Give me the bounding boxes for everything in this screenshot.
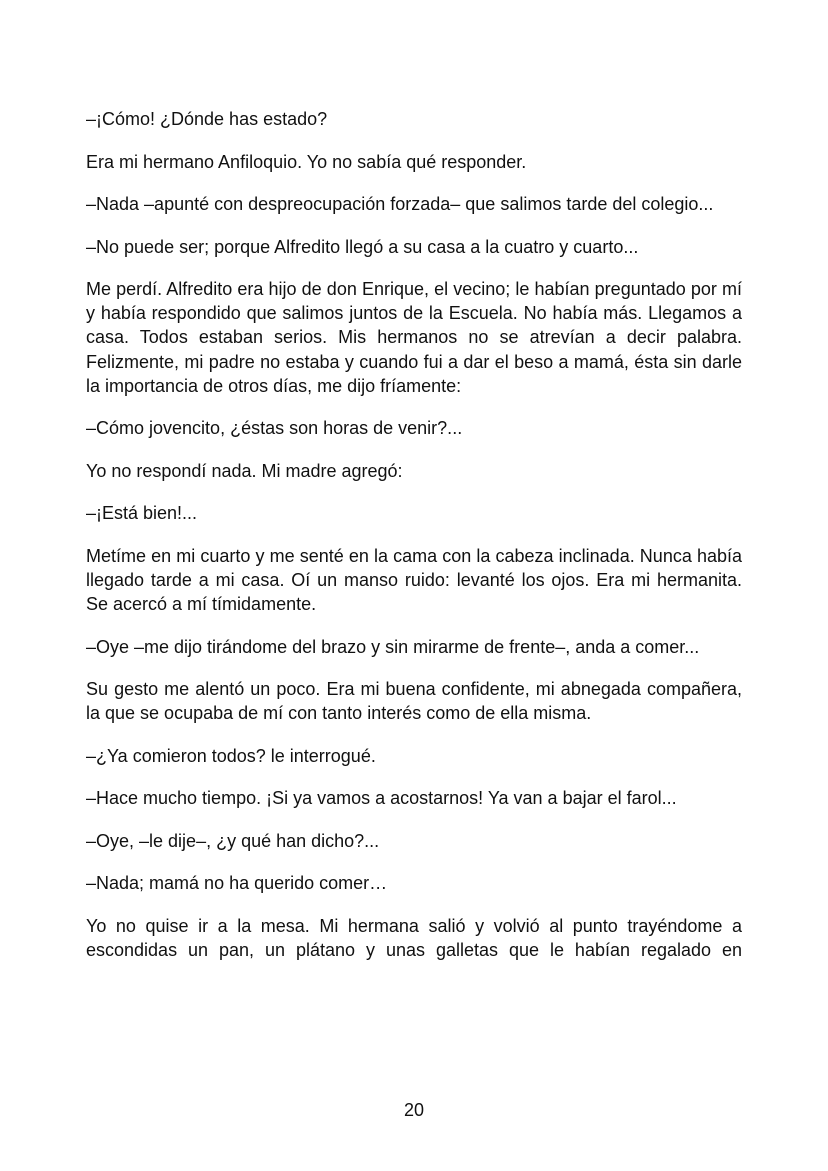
paragraph: Su gesto me alentó un poco. Era mi buena confidente, mi abnegada compañera, la que se ocupaba de mí con tanto interés como de ella misma. [86, 679, 742, 724]
paragraph: –Nada –apunté con despreocupación forzada– que salimos tarde del colegio... [86, 194, 714, 214]
paragraph: –¿Ya comieron todos? le interrogué. [86, 745, 376, 766]
page-number: 20 [403, 1100, 425, 1120]
paragraph: –No puede ser; porque Alfredito llegó a su casa a la cuatro y cuarto... [86, 236, 639, 257]
paragraph: –Oye –me dijo tirándome del brazo y sin mirarme de frente–, anda a comer... [86, 636, 700, 657]
paragraph: –Cómo jovencito, ¿éstas son horas de venir?... [86, 418, 463, 439]
paragraph: –¡Cómo! ¿Dónde has estado? [86, 109, 328, 129]
paragraph: Metíme en mi cuarto y me senté en la cama con la cabeza inclinada. Nunca había llegado tarde a mi casa. Oí un manso ruido: levanté los ojos. Era mi hermanita. Se acercó a mí tímidamente. [86, 545, 742, 615]
paragraph: –¡Está bien!... [86, 503, 198, 524]
paragraph: –Oye, –le dije–, ¿y qué han dicho?... [86, 830, 380, 851]
paragraph: –Hace mucho tiempo. ¡Si ya vamos a acostarnos! Ya van a bajar el farol... [86, 788, 677, 809]
page-body [86, 107, 742, 981]
paragraph: Era mi hermano Anfiloquio. Yo no sabía qué responder. [86, 151, 527, 172]
paragraph: Me perdí. Alfredito era hijo de don Enrique, el vecino; le habían preguntado por mí y había respondido que salimos juntos de la Escuela. No había más. Llegamos a casa. Todos estaban serios. Mis hermanos no se atrevían a decir palabra. Felizmente, mi padre no estaba y cuando fui a dar el beso a mamá, ésta sin darle la importancia de otros días, me dijo fríamente: [86, 279, 742, 396]
paragraph: Yo no respondí nada. Mi madre agregó: [86, 460, 403, 481]
paragraph: –Nada; mamá no ha querido comer… [86, 873, 388, 894]
paragraph: Yo no quise ir a la mesa. Mi hermana salió y volvió al punto trayéndome a escondidas un pan, un plátano y unas galletas que le habían regalado en [86, 915, 742, 961]
